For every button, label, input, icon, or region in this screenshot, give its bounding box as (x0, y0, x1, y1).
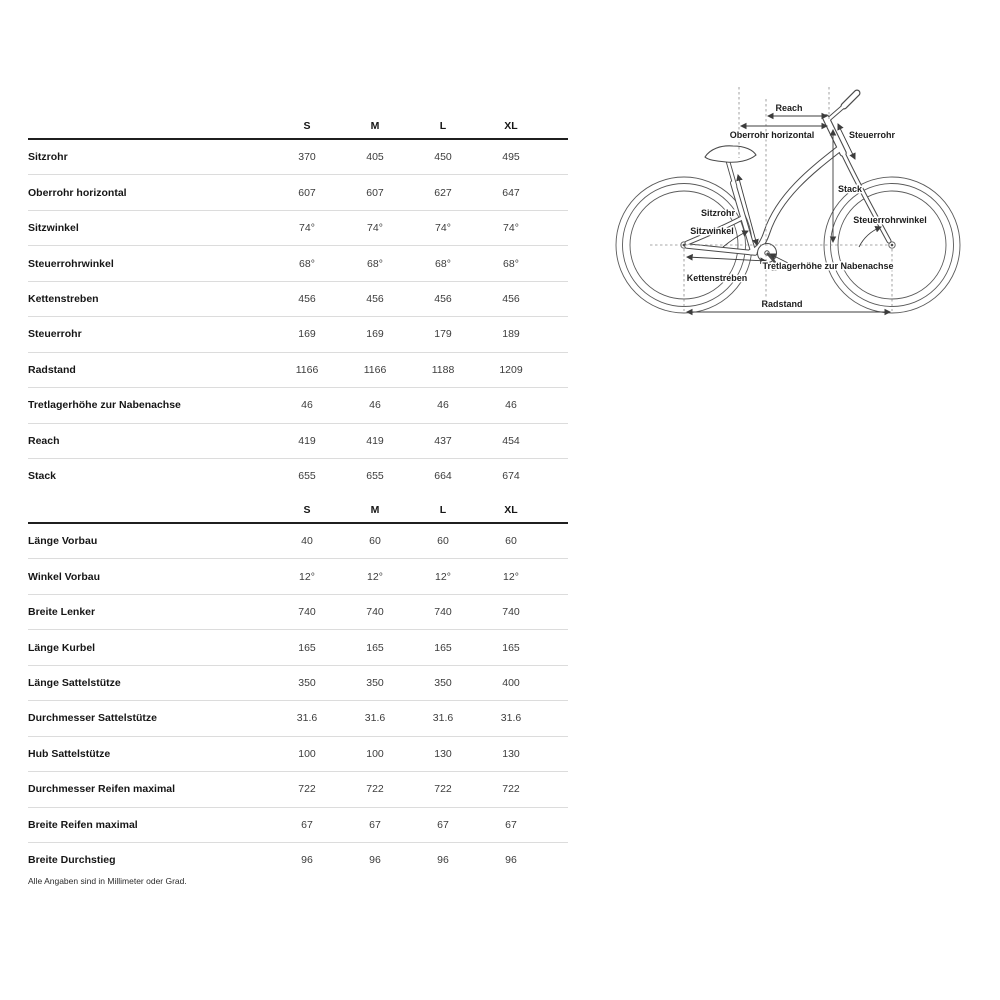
sitzwinkel-label: Sitzwinkel (690, 226, 734, 236)
row-value: 350 (434, 676, 452, 689)
row-label: Radstand (28, 363, 76, 376)
row-value: 68° (435, 257, 451, 270)
kettenstreben-label: Kettenstreben (686, 273, 748, 283)
row-value: 130 (434, 747, 452, 760)
row-value: 454 (502, 434, 520, 447)
row-label: Länge Vorbau (28, 535, 98, 548)
row-value: 12° (503, 570, 519, 583)
row-value: 740 (502, 606, 520, 619)
row-value: 96 (369, 854, 381, 867)
row-value: 740 (298, 606, 316, 619)
row-label: Länge Sattelstütze (28, 676, 121, 689)
row-value: 46 (505, 399, 517, 412)
row-value: 74° (299, 222, 315, 235)
row-label: Länge Kurbel (28, 641, 96, 654)
column-header-l: L (439, 504, 447, 516)
row-value: 1188 (431, 363, 455, 376)
row-label: Steuerrohrwinkel (28, 257, 114, 270)
kettenstreben-arrow (687, 257, 766, 261)
row-value: 67 (437, 818, 449, 831)
row-value: 100 (366, 747, 384, 760)
row-label: Sitzrohr (28, 151, 68, 164)
row-value: 722 (298, 783, 316, 796)
row-label: Hub Sattelstütze (28, 747, 111, 760)
row-value: 67 (505, 818, 517, 831)
row-value: 740 (366, 606, 384, 619)
row-value: 607 (298, 186, 316, 199)
row-label: Breite Reifen maximal (28, 818, 138, 831)
row-value: 607 (366, 186, 384, 199)
row-value: 1166 (363, 363, 387, 376)
row-value: 169 (366, 328, 384, 341)
row-value: 627 (434, 186, 452, 199)
column-header-xl: XL (504, 120, 518, 132)
row-value: 40 (301, 535, 313, 548)
column-header-l: L (439, 120, 447, 132)
sitzrohr-label: Sitzrohr (700, 208, 736, 218)
row-value: 674 (502, 470, 520, 483)
row-value: 722 (502, 783, 520, 796)
column-header-m: M (370, 504, 380, 516)
row-value: 189 (502, 328, 520, 341)
stack-label: Stack (838, 184, 863, 194)
row-value: 31.6 (364, 712, 386, 725)
row-label: Sitzwinkel (28, 222, 79, 235)
row-label: Breite Durchstieg (28, 854, 116, 867)
diagram-labels (687, 103, 927, 309)
row-value: 165 (502, 641, 520, 654)
row-value: 456 (434, 292, 452, 305)
row-value: 350 (298, 676, 316, 689)
steuerrohr-label: Steuerrohr (848, 130, 896, 140)
row-label: Steuerrohr (28, 328, 82, 341)
row-value: 67 (301, 818, 313, 831)
row-value: 722 (366, 783, 384, 796)
row-value: 96 (301, 854, 313, 867)
saddle (705, 146, 756, 162)
column-header-s: S (303, 504, 311, 516)
reach-label: Reach (775, 103, 803, 113)
row-label: Oberrohr horizontal (28, 186, 127, 199)
row-value: 165 (366, 641, 384, 654)
row-label: Durchmesser Reifen maximal (28, 783, 176, 796)
row-value: 664 (434, 470, 452, 483)
row-value: 179 (434, 328, 452, 341)
row-value: 647 (502, 186, 520, 199)
row-label: Tretlagerhöhe zur Nabenachse (28, 399, 181, 412)
row-value: 46 (369, 399, 381, 412)
row-value: 450 (434, 151, 452, 164)
row-value: 96 (437, 854, 449, 867)
row-value: 100 (298, 747, 316, 760)
row-value: 1166 (295, 363, 319, 376)
row-value: 46 (437, 399, 449, 412)
row-value: 74° (435, 222, 451, 235)
row-label: Breite Lenker (28, 606, 96, 619)
row-value: 12° (435, 570, 451, 583)
row-value: 31.6 (432, 712, 454, 725)
row-value: 740 (434, 606, 452, 619)
row-value: 400 (502, 676, 520, 689)
row-value: 169 (298, 328, 316, 341)
row-value: 12° (367, 570, 383, 583)
row-value: 456 (502, 292, 520, 305)
row-label: Winkel Vorbau (28, 570, 101, 583)
radstand-label: Radstand (761, 299, 803, 309)
row-label: Reach (28, 434, 60, 447)
row-value: 60 (505, 535, 517, 548)
row-value: 722 (434, 783, 452, 796)
row-value: 419 (298, 434, 316, 447)
row-value: 74° (503, 222, 519, 235)
row-value: 68° (299, 257, 315, 270)
row-value: 1209 (499, 363, 523, 376)
column-header-s: S (303, 120, 311, 132)
row-value: 31.6 (296, 712, 318, 725)
row-value: 165 (434, 641, 452, 654)
column-header-m: M (370, 120, 380, 132)
row-value: 46 (301, 399, 313, 412)
units-footnote: Alle Angaben sind in Millimeter oder Grad. (28, 876, 187, 886)
row-value: 67 (369, 818, 381, 831)
row-value: 31.6 (500, 712, 522, 725)
row-value: 165 (298, 641, 316, 654)
row-value: 456 (298, 292, 316, 305)
row-value: 68° (367, 257, 383, 270)
row-value: 12° (299, 570, 315, 583)
front-wheel (824, 177, 960, 313)
row-value: 130 (502, 747, 520, 760)
row-value: 60 (437, 535, 449, 548)
steuerrohrwinkel-label: Steuerrohrwinkel (853, 215, 927, 225)
row-value: 419 (366, 434, 384, 447)
row-value: 74° (367, 222, 383, 235)
row-value: 350 (366, 676, 384, 689)
tretlagerhoehe-label: Tretlagerhöhe zur Nabenachse (762, 261, 894, 271)
row-value: 370 (298, 151, 316, 164)
row-label: Kettenstreben (28, 292, 99, 305)
row-value: 655 (298, 470, 316, 483)
row-value: 495 (502, 151, 520, 164)
row-value: 405 (366, 151, 384, 164)
row-value: 60 (369, 535, 381, 548)
row-value: 437 (434, 434, 452, 447)
row-value: 68° (503, 257, 519, 270)
row-value: 456 (366, 292, 384, 305)
row-value: 655 (366, 470, 384, 483)
row-label: Durchmesser Sattelstütze (28, 712, 157, 725)
row-value: 96 (505, 854, 517, 867)
bike-frame (687, 93, 889, 269)
steuerrohrwinkel-arc (859, 227, 881, 247)
oberrohr-label: Oberrohr horizontal (729, 130, 815, 140)
column-header-xl: XL (504, 504, 518, 516)
row-label: Stack (28, 470, 57, 483)
